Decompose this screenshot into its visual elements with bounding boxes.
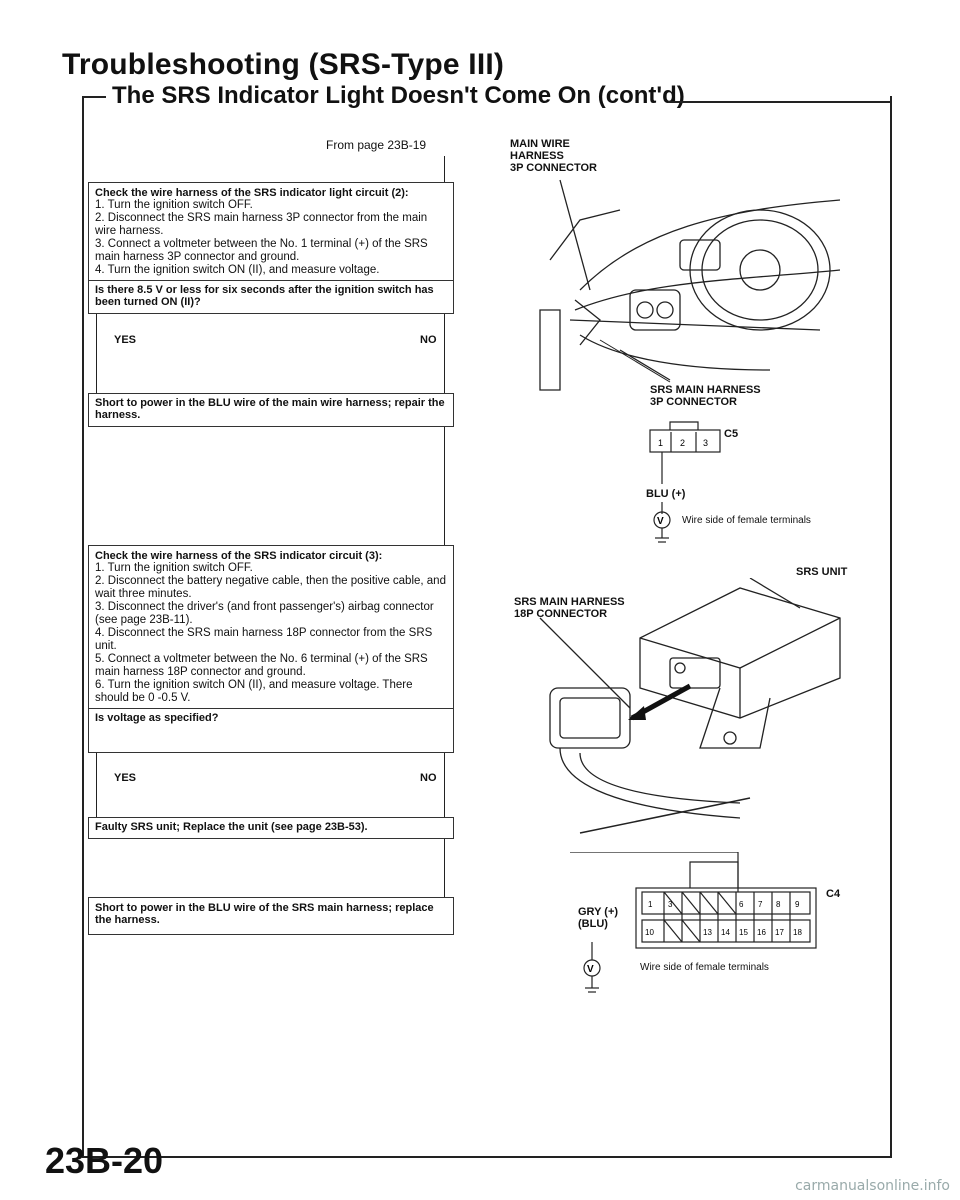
check-box-2-step-6: 6. Turn the ignition switch ON (II), and measure voltage. There should be 0 -0.5 V. bbox=[95, 679, 413, 704]
c4-pin-14: 14 bbox=[721, 928, 730, 937]
c5-pin-1: 1 bbox=[658, 438, 664, 448]
check-box-2-heading: Check the wire harness of the SRS indicator circuit (3): bbox=[95, 550, 383, 562]
check-box-1-question: Is there 8.5 V or less for six seconds after the ignition switch has been turned ON (II)? bbox=[95, 284, 434, 308]
voltmeter-icon: V bbox=[657, 516, 664, 527]
watermark: carmanualsonline.info bbox=[795, 1178, 950, 1194]
check-box-2-step-4: 4. Disconnect the SRS main harness 18P connector from the SRS unit. bbox=[95, 627, 433, 652]
c4-pin-1: 1 bbox=[648, 900, 653, 909]
c5-connector-diagram bbox=[640, 418, 780, 548]
yes-line-2 bbox=[96, 753, 97, 817]
voltmeter-icon: V bbox=[587, 964, 594, 975]
c5-pin-2: 2 bbox=[680, 438, 686, 448]
srs-unit-illustration bbox=[520, 578, 860, 848]
result-box-3 bbox=[88, 897, 454, 935]
from-page-note: From page 23B-19 bbox=[326, 138, 427, 152]
page-title: Troubleshooting (SRS-Type III) bbox=[62, 48, 505, 81]
check-box-2 bbox=[88, 545, 454, 753]
check-box-1-step-2: 2. Disconnect the SRS main harness 3P connector from the main wire harness. bbox=[95, 212, 428, 237]
flow-connector bbox=[444, 156, 445, 182]
c4-pin-3: 3 bbox=[668, 900, 673, 909]
main-wire-label-1: MAIN WIRE bbox=[510, 138, 570, 150]
c4-pin-16: 16 bbox=[757, 928, 766, 937]
check-box-2-step-3: 3. Disconnect the driver's (and front passenger's) airbag connector (see page 23B-11). bbox=[95, 601, 434, 626]
c4-note: Wire side of female terminals bbox=[640, 962, 769, 973]
result-box-2 bbox=[88, 817, 454, 839]
srs-unit-label: SRS UNIT bbox=[796, 566, 848, 578]
c4-pin-15: 15 bbox=[739, 928, 748, 937]
no-label-2: NO bbox=[420, 772, 437, 784]
result-box-1 bbox=[88, 393, 454, 427]
c4-wire-label-1: GRY (+) bbox=[578, 906, 619, 918]
srs-18p-label-2: 18P CONNECTOR bbox=[514, 608, 608, 620]
c5-connector-id: C5 bbox=[724, 428, 739, 440]
main-wire-label-2: HARNESS bbox=[510, 150, 564, 162]
c4-pin-9: 9 bbox=[795, 900, 800, 909]
c4-pin-17: 17 bbox=[775, 928, 784, 937]
c4-pin-8: 8 bbox=[776, 900, 781, 909]
c4-connector-diagram bbox=[570, 852, 860, 1012]
yes-label-1: YES bbox=[114, 334, 137, 346]
no-label-1: NO bbox=[420, 334, 437, 346]
c4-pin-18: 18 bbox=[793, 928, 802, 937]
c4-wire-label-2: (BLU) bbox=[578, 918, 608, 930]
result-box-1-text: Short to power in the BLU wire of the main wire harness; repair the harness. bbox=[95, 397, 445, 421]
c4-pin-13: 13 bbox=[703, 928, 712, 937]
srs-main-3p-label-2: 3P CONNECTOR bbox=[650, 396, 738, 408]
c4-pin-7: 7 bbox=[758, 900, 763, 909]
c5-pin-3: 3 bbox=[703, 438, 709, 448]
no-line-1 bbox=[444, 314, 445, 546]
c4-pin-6: 6 bbox=[739, 900, 744, 909]
check-box-1-heading: Check the wire harness of the SRS indicator light circuit (2): bbox=[95, 187, 409, 199]
result-box-2-text: Faulty SRS unit; Replace the unit (see page 23B-53). bbox=[95, 821, 368, 833]
c4-connector-id: C4 bbox=[826, 888, 841, 900]
main-wire-label-3: 3P CONNECTOR bbox=[510, 162, 598, 174]
check-box-1-step-3: 3. Connect a voltmeter between the No. 1 terminal (+) of the SRS main harness 3P connector and ground. bbox=[95, 238, 428, 263]
srs-main-3p-label-1: SRS MAIN HARNESS bbox=[650, 384, 761, 396]
check-box-2-step-1: 1. Turn the ignition switch OFF. bbox=[95, 562, 253, 574]
result-box-3-text: Short to power in the BLU wire of the SRS main harness; replace the harness. bbox=[95, 902, 434, 926]
page-number: 23B-20 bbox=[45, 1140, 164, 1181]
yes-label-2: YES bbox=[114, 772, 137, 784]
frame-top-right-rule bbox=[668, 101, 892, 103]
check-box-2-step-2: 2. Disconnect the battery negative cable, then the positive cable, and wait three minutes. bbox=[95, 575, 446, 600]
page-subtitle: The SRS Indicator Light Doesn't Come On (cont'd) bbox=[112, 82, 685, 109]
frame-top-left-rule bbox=[82, 96, 106, 98]
check-box-2-step-5: 5. Connect a voltmeter between the No. 6 terminal (+) of the SRS main harness 18P connector and ground. bbox=[95, 653, 428, 678]
dashboard-illustration bbox=[520, 170, 860, 400]
check-box-1-step-1: 1. Turn the ignition switch OFF. bbox=[95, 199, 253, 211]
check-box-1-step-4: 4. Turn the ignition switch ON (II), and measure voltage. bbox=[95, 264, 380, 276]
check-box-1 bbox=[88, 182, 454, 314]
yes-line-1 bbox=[96, 314, 97, 394]
srs-18p-label-1: SRS MAIN HARNESS bbox=[514, 596, 625, 608]
c4-pin-10: 10 bbox=[645, 928, 654, 937]
check-box-2-question: Is voltage as specified? bbox=[95, 712, 219, 724]
c5-wire-label: BLU (+) bbox=[646, 488, 686, 500]
c5-note: Wire side of female terminals bbox=[682, 515, 811, 526]
